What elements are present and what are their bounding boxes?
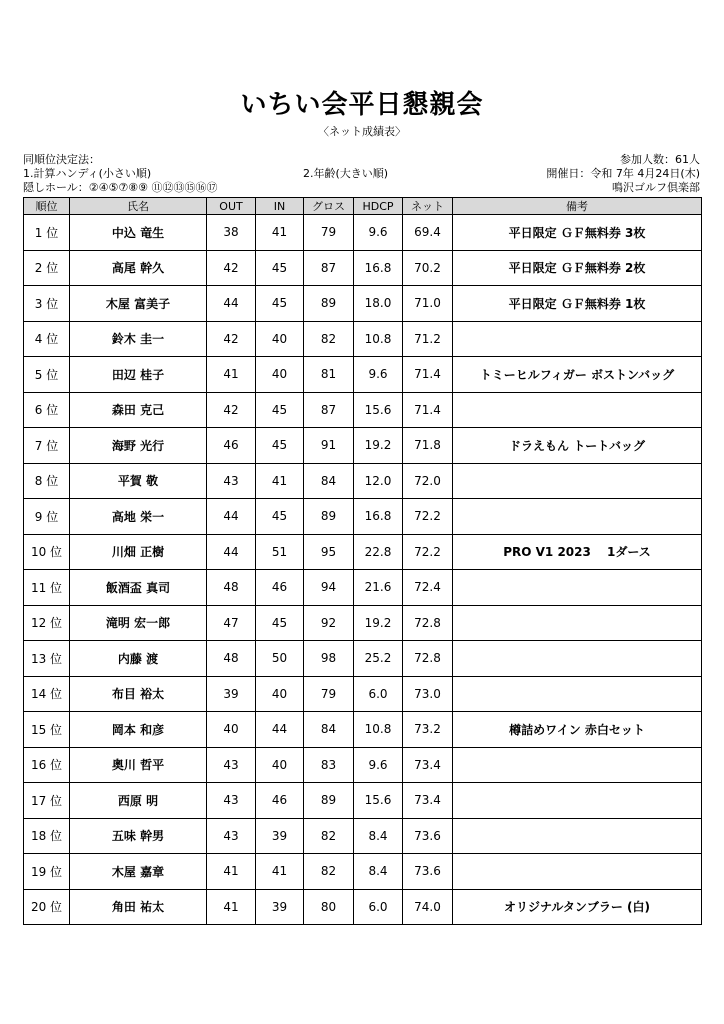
table-row [24,321,702,357]
event-date: 開催日：令和 7年 4月24日(木) [546,167,700,180]
header-hdcp: HDCP [354,198,403,215]
table-row [24,783,702,819]
cell-rank: 3 位 [24,286,70,322]
table-row [24,499,702,535]
cell-name: 西原 明 [70,783,207,819]
cell-note: PRO V1 2023 1ダース [453,534,702,570]
cell-name: 木屋 富美子 [70,286,207,322]
cell-rank: 10 位 [24,534,70,570]
cell-out: 40 [207,712,256,748]
cell-rank: 5 位 [24,357,70,393]
cell-out: 41 [207,854,256,890]
table-row [24,747,702,783]
cell-note [453,463,702,499]
cell-rank: 4 位 [24,321,70,357]
cell-net: 73.4 [403,783,453,819]
header-name: 氏名 [70,198,207,215]
cell-name: 岡本 和彦 [70,712,207,748]
cell-net: 71.0 [403,286,453,322]
table-row [24,357,702,393]
table-row [24,605,702,641]
cell-gross: 82 [304,818,354,854]
cell-note: トミーヒルフィガー ボストンバッグ [453,357,702,393]
cell-hdcp: 10.8 [354,321,403,357]
cell-rank: 9 位 [24,499,70,535]
cell-net: 73.6 [403,818,453,854]
cell-net: 71.4 [403,392,453,428]
cell-in: 39 [256,818,304,854]
participant-count: 参加人数：61人 [620,153,700,166]
cell-in: 40 [256,357,304,393]
cell-gross: 95 [304,534,354,570]
cell-in: 46 [256,783,304,819]
cell-out: 41 [207,357,256,393]
cell-hdcp: 22.8 [354,534,403,570]
cell-rank: 12 位 [24,605,70,641]
header-net: ネット [403,198,453,215]
cell-gross: 87 [304,250,354,286]
cell-net: 69.4 [403,215,453,251]
cell-net: 72.8 [403,605,453,641]
page-title: いちい会平日懇親会 [240,90,484,120]
table-row [24,889,702,925]
cell-hdcp: 16.8 [354,499,403,535]
cell-rank: 14 位 [24,676,70,712]
cell-out: 44 [207,499,256,535]
header-rank: 順位 [24,198,70,215]
cell-net: 72.8 [403,641,453,677]
header-out: OUT [207,198,256,215]
cell-out: 43 [207,783,256,819]
table-row [24,286,702,322]
cell-net: 71.2 [403,321,453,357]
cell-name: 平賀 敬 [70,463,207,499]
cell-name: 田辺 桂子 [70,357,207,393]
cell-rank: 8 位 [24,463,70,499]
cell-out: 41 [207,889,256,925]
cell-name: 角田 祐太 [70,889,207,925]
cell-gross: 81 [304,357,354,393]
cell-out: 47 [207,605,256,641]
table-row [24,818,702,854]
cell-in: 45 [256,392,304,428]
cell-net: 71.4 [403,357,453,393]
table-row [24,570,702,606]
cell-in: 45 [256,428,304,464]
cell-hdcp: 19.2 [354,428,403,464]
cell-note: 平日限定 ＧＦ無料券 2枚 [453,250,702,286]
cell-hdcp: 9.6 [354,747,403,783]
cell-hdcp: 8.4 [354,854,403,890]
cell-gross: 89 [304,286,354,322]
cell-name: 高尾 幹久 [70,250,207,286]
page-subtitle: 〈ネット成績表〉 [318,125,406,138]
cell-in: 45 [256,250,304,286]
cell-net: 73.2 [403,712,453,748]
cell-gross: 98 [304,641,354,677]
cell-out: 42 [207,392,256,428]
cell-note: 平日限定 ＧＦ無料券 1枚 [453,286,702,322]
tiebreak-label: 同順位決定法： [23,153,100,166]
cell-gross: 91 [304,428,354,464]
cell-in: 41 [256,215,304,251]
cell-hdcp: 15.6 [354,783,403,819]
cell-in: 46 [256,570,304,606]
cell-rank: 7 位 [24,428,70,464]
cell-gross: 89 [304,499,354,535]
cell-out: 39 [207,676,256,712]
cell-note: オリジナルタンブラー (白) [453,889,702,925]
cell-name: 鈴木 圭一 [70,321,207,357]
tiebreak-rule-2: 2.年齢(大きい順) [303,167,389,180]
cell-out: 44 [207,286,256,322]
cell-gross: 82 [304,854,354,890]
cell-name: 中込 竜生 [70,215,207,251]
cell-in: 45 [256,605,304,641]
cell-name: 木屋 嘉章 [70,854,207,890]
cell-rank: 16 位 [24,747,70,783]
cell-hdcp: 8.4 [354,818,403,854]
cell-name: 滝明 宏一郎 [70,605,207,641]
cell-hdcp: 15.6 [354,392,403,428]
cell-out: 48 [207,570,256,606]
cell-rank: 2 位 [24,250,70,286]
cell-note [453,676,702,712]
cell-note: 樽詰めワイン 赤白セット [453,712,702,748]
cell-gross: 83 [304,747,354,783]
cell-note [453,818,702,854]
header-notes: 備考 [453,198,702,215]
cell-rank: 18 位 [24,818,70,854]
cell-gross: 87 [304,392,354,428]
cell-note: ドラえもん トートバッグ [453,428,702,464]
cell-in: 39 [256,889,304,925]
cell-in: 45 [256,286,304,322]
cell-out: 44 [207,534,256,570]
tiebreak-rule-1: 1.計算ハンディ(小さい順) [23,167,152,180]
cell-name: 奥川 哲平 [70,747,207,783]
cell-net: 72.4 [403,570,453,606]
cell-gross: 84 [304,712,354,748]
cell-note [453,747,702,783]
cell-note [453,854,702,890]
table-row [24,215,702,251]
cell-gross: 84 [304,463,354,499]
cell-net: 71.8 [403,428,453,464]
cell-out: 43 [207,747,256,783]
cell-out: 46 [207,428,256,464]
cell-net: 74.0 [403,889,453,925]
header-row [24,198,702,215]
table-row [24,534,702,570]
cell-name: 海野 光行 [70,428,207,464]
cell-hdcp: 25.2 [354,641,403,677]
cell-gross: 89 [304,783,354,819]
table-row [24,854,702,890]
cell-net: 72.0 [403,463,453,499]
cell-in: 44 [256,712,304,748]
cell-note [453,570,702,606]
table-row [24,712,702,748]
cell-in: 41 [256,854,304,890]
cell-name: 川畑 正樹 [70,534,207,570]
cell-hdcp: 16.8 [354,250,403,286]
cell-hdcp: 9.6 [354,357,403,393]
hidden-holes: 隠しホール：②④⑤⑦⑧⑨ ⑪⑫⑬⑮⑯⑰ [23,181,218,194]
cell-in: 40 [256,676,304,712]
cell-gross: 79 [304,215,354,251]
cell-rank: 1 位 [24,215,70,251]
cell-hdcp: 6.0 [354,889,403,925]
cell-rank: 17 位 [24,783,70,819]
cell-rank: 13 位 [24,641,70,677]
header-gross: グロス [304,198,354,215]
cell-in: 41 [256,463,304,499]
cell-net: 70.2 [403,250,453,286]
cell-in: 50 [256,641,304,677]
cell-name: 布目 裕太 [70,676,207,712]
cell-gross: 94 [304,570,354,606]
cell-hdcp: 6.0 [354,676,403,712]
cell-net: 73.6 [403,854,453,890]
cell-gross: 92 [304,605,354,641]
cell-hdcp: 21.6 [354,570,403,606]
cell-rank: 20 位 [24,889,70,925]
cell-in: 45 [256,499,304,535]
cell-out: 42 [207,250,256,286]
cell-gross: 82 [304,321,354,357]
cell-note: 平日限定 ＧＦ無料券 3枚 [453,215,702,251]
cell-in: 51 [256,534,304,570]
venue-name: 鳴沢ゴルフ倶楽部 [612,181,700,194]
cell-hdcp: 19.2 [354,605,403,641]
cell-hdcp: 9.6 [354,215,403,251]
table-row [24,250,702,286]
table-row [24,676,702,712]
cell-net: 72.2 [403,499,453,535]
cell-note [453,499,702,535]
table-row [24,641,702,677]
cell-rank: 15 位 [24,712,70,748]
cell-note [453,605,702,641]
cell-net: 73.4 [403,747,453,783]
cell-hdcp: 18.0 [354,286,403,322]
cell-out: 48 [207,641,256,677]
cell-gross: 80 [304,889,354,925]
cell-note [453,321,702,357]
table-row [24,463,702,499]
cell-name: 飯酒盃 真司 [70,570,207,606]
cell-hdcp: 10.8 [354,712,403,748]
cell-rank: 6 位 [24,392,70,428]
cell-name: 森田 克己 [70,392,207,428]
cell-net: 73.0 [403,676,453,712]
cell-out: 38 [207,215,256,251]
cell-note [453,641,702,677]
results-table [23,197,702,925]
header-in: IN [256,198,304,215]
cell-note [453,392,702,428]
table-row [24,428,702,464]
cell-hdcp: 12.0 [354,463,403,499]
cell-rank: 11 位 [24,570,70,606]
cell-name: 内藤 渡 [70,641,207,677]
cell-out: 43 [207,818,256,854]
table-row [24,392,702,428]
cell-name: 高地 栄一 [70,499,207,535]
cell-rank: 19 位 [24,854,70,890]
cell-in: 40 [256,321,304,357]
cell-note [453,783,702,819]
cell-net: 72.2 [403,534,453,570]
cell-out: 42 [207,321,256,357]
cell-in: 40 [256,747,304,783]
cell-out: 43 [207,463,256,499]
cell-name: 五味 幹男 [70,818,207,854]
cell-gross: 79 [304,676,354,712]
